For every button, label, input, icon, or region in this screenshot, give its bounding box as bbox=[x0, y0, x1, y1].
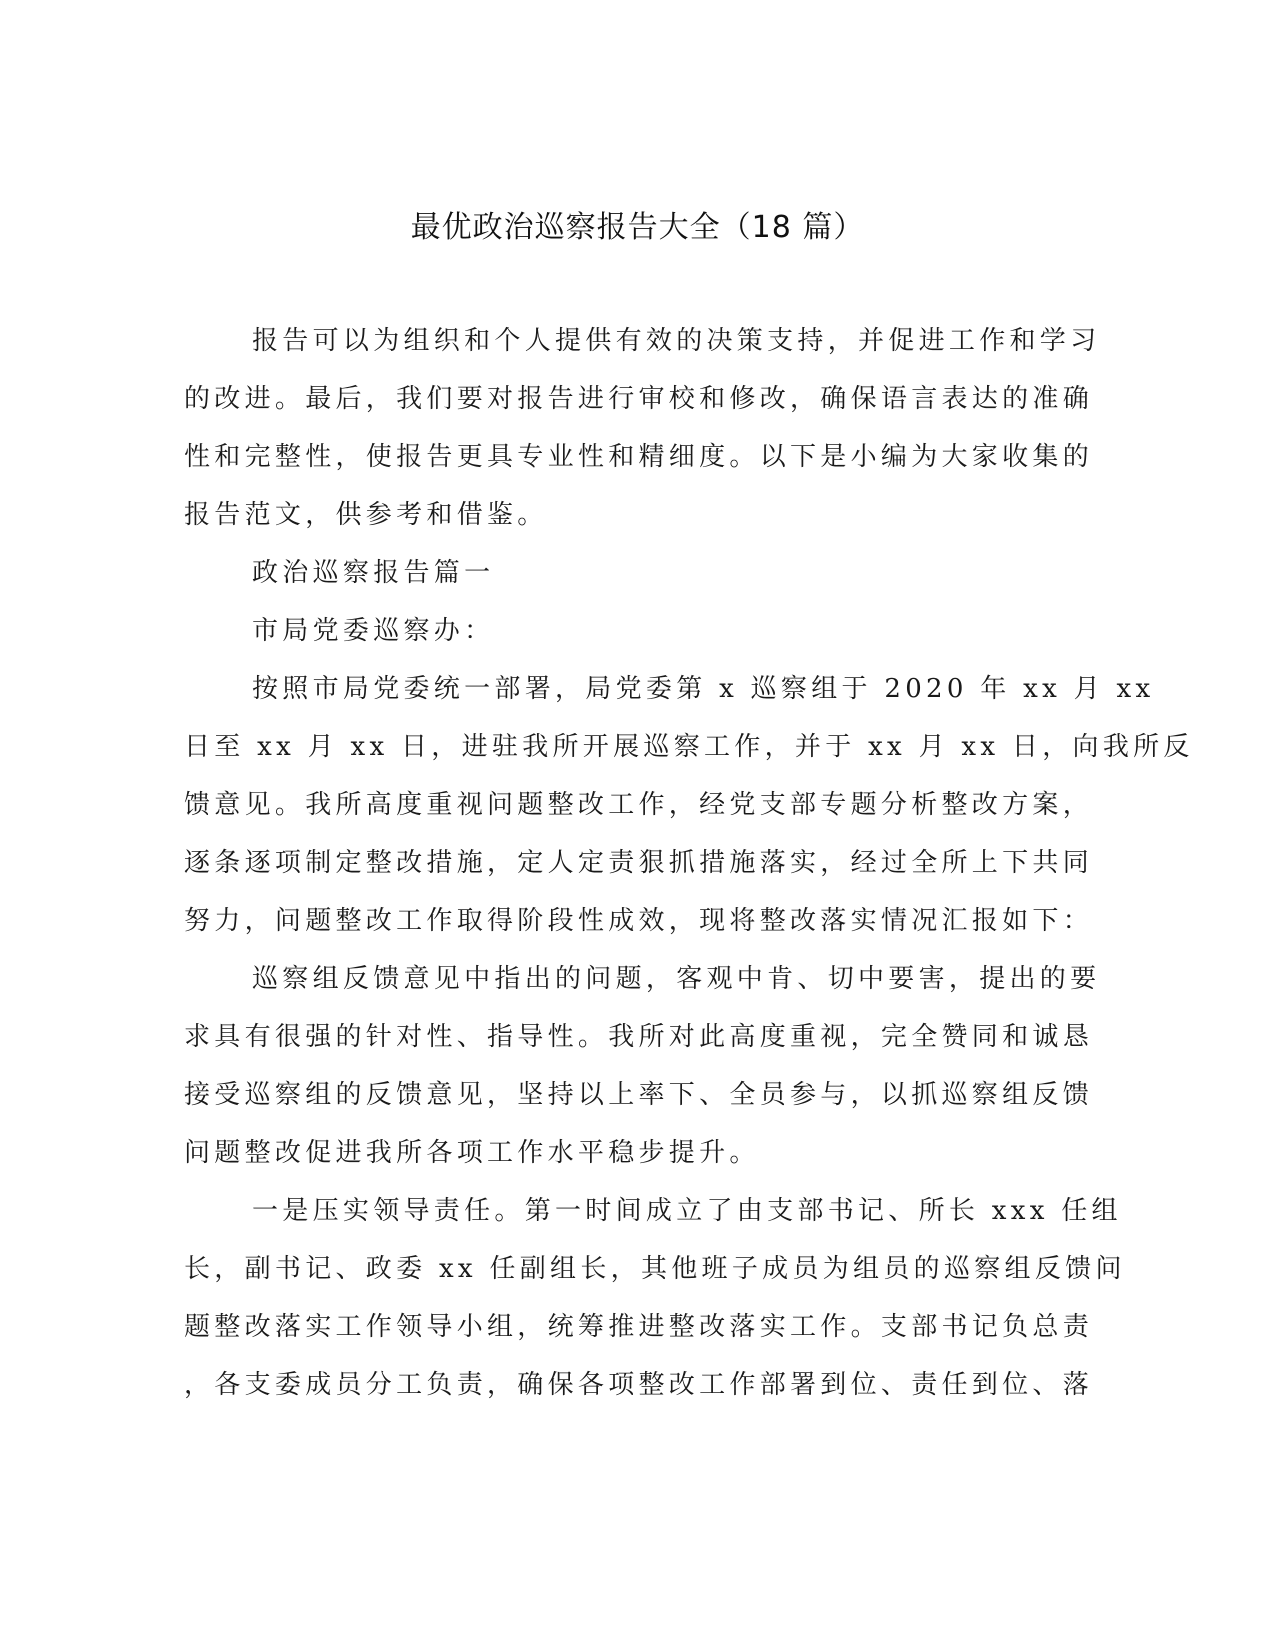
body-line: 的改进。最后，我们要对报告进行审校和修改，确保语言表达的准确 bbox=[184, 384, 1094, 414]
body-line: 性和完整性，使报告更具专业性和精细度。以下是小编为大家收集的 bbox=[184, 442, 1094, 472]
body-line: 报告范文，供参考和借鉴。 bbox=[184, 500, 548, 530]
body-line: 接受巡察组的反馈意见，坚持以上率下、全员参与，以抓巡察组反馈 bbox=[184, 1080, 1094, 1110]
body-line: 逐条逐项制定整改措施，定人定责狠抓措施落实，经过全所上下共同 bbox=[184, 848, 1094, 878]
body-line: 问题整改促进我所各项工作水平稳步提升。 bbox=[184, 1138, 760, 1168]
body-line: 长，副书记、政委 xx 任副组长，其他班子成员为组员的巡察组反馈问 bbox=[184, 1254, 1126, 1284]
body-line: 努力，问题整改工作取得阶段性成效，现将整改落实情况汇报如下： bbox=[184, 906, 1094, 936]
body-line: 政治巡察报告篇一 bbox=[252, 558, 495, 588]
body-line: 报告可以为组织和个人提供有效的决策支持，并促进工作和学习 bbox=[252, 326, 1101, 356]
document-title: 最优政治巡察报告大全（18 篇） bbox=[410, 210, 865, 245]
body-line: 馈意见。我所高度重视问题整改工作，经党支部专题分析整改方案， bbox=[184, 790, 1094, 820]
body-line: 一是压实领导责任。第一时间成立了由支部书记、所长 xxx 任组 bbox=[252, 1196, 1122, 1226]
body-line: 巡察组反馈意见中指出的问题，客观中肯、切中要害，提出的要 bbox=[252, 964, 1101, 994]
body-line: 市局党委巡察办： bbox=[252, 616, 495, 646]
body-line: 按照市局党委统一部署，局党委第 x 巡察组于 2020 年 xx 月 xx bbox=[252, 674, 1155, 704]
body-line: 题整改落实工作领导小组，统筹推进整改落实工作。支部书记负总责 bbox=[184, 1312, 1094, 1342]
body-line: 日至 xx 月 xx 日，进驻我所开展巡察工作，并于 xx 月 xx 日，向我所反 bbox=[184, 732, 1194, 762]
body-line: 求具有很强的针对性、指导性。我所对此高度重视，完全赞同和诚恳 bbox=[184, 1022, 1094, 1052]
document-body bbox=[184, 312, 1194, 1414]
body-line: ，各支委成员分工负责，确保各项整改工作部署到位、责任到位、落 bbox=[184, 1370, 1094, 1400]
